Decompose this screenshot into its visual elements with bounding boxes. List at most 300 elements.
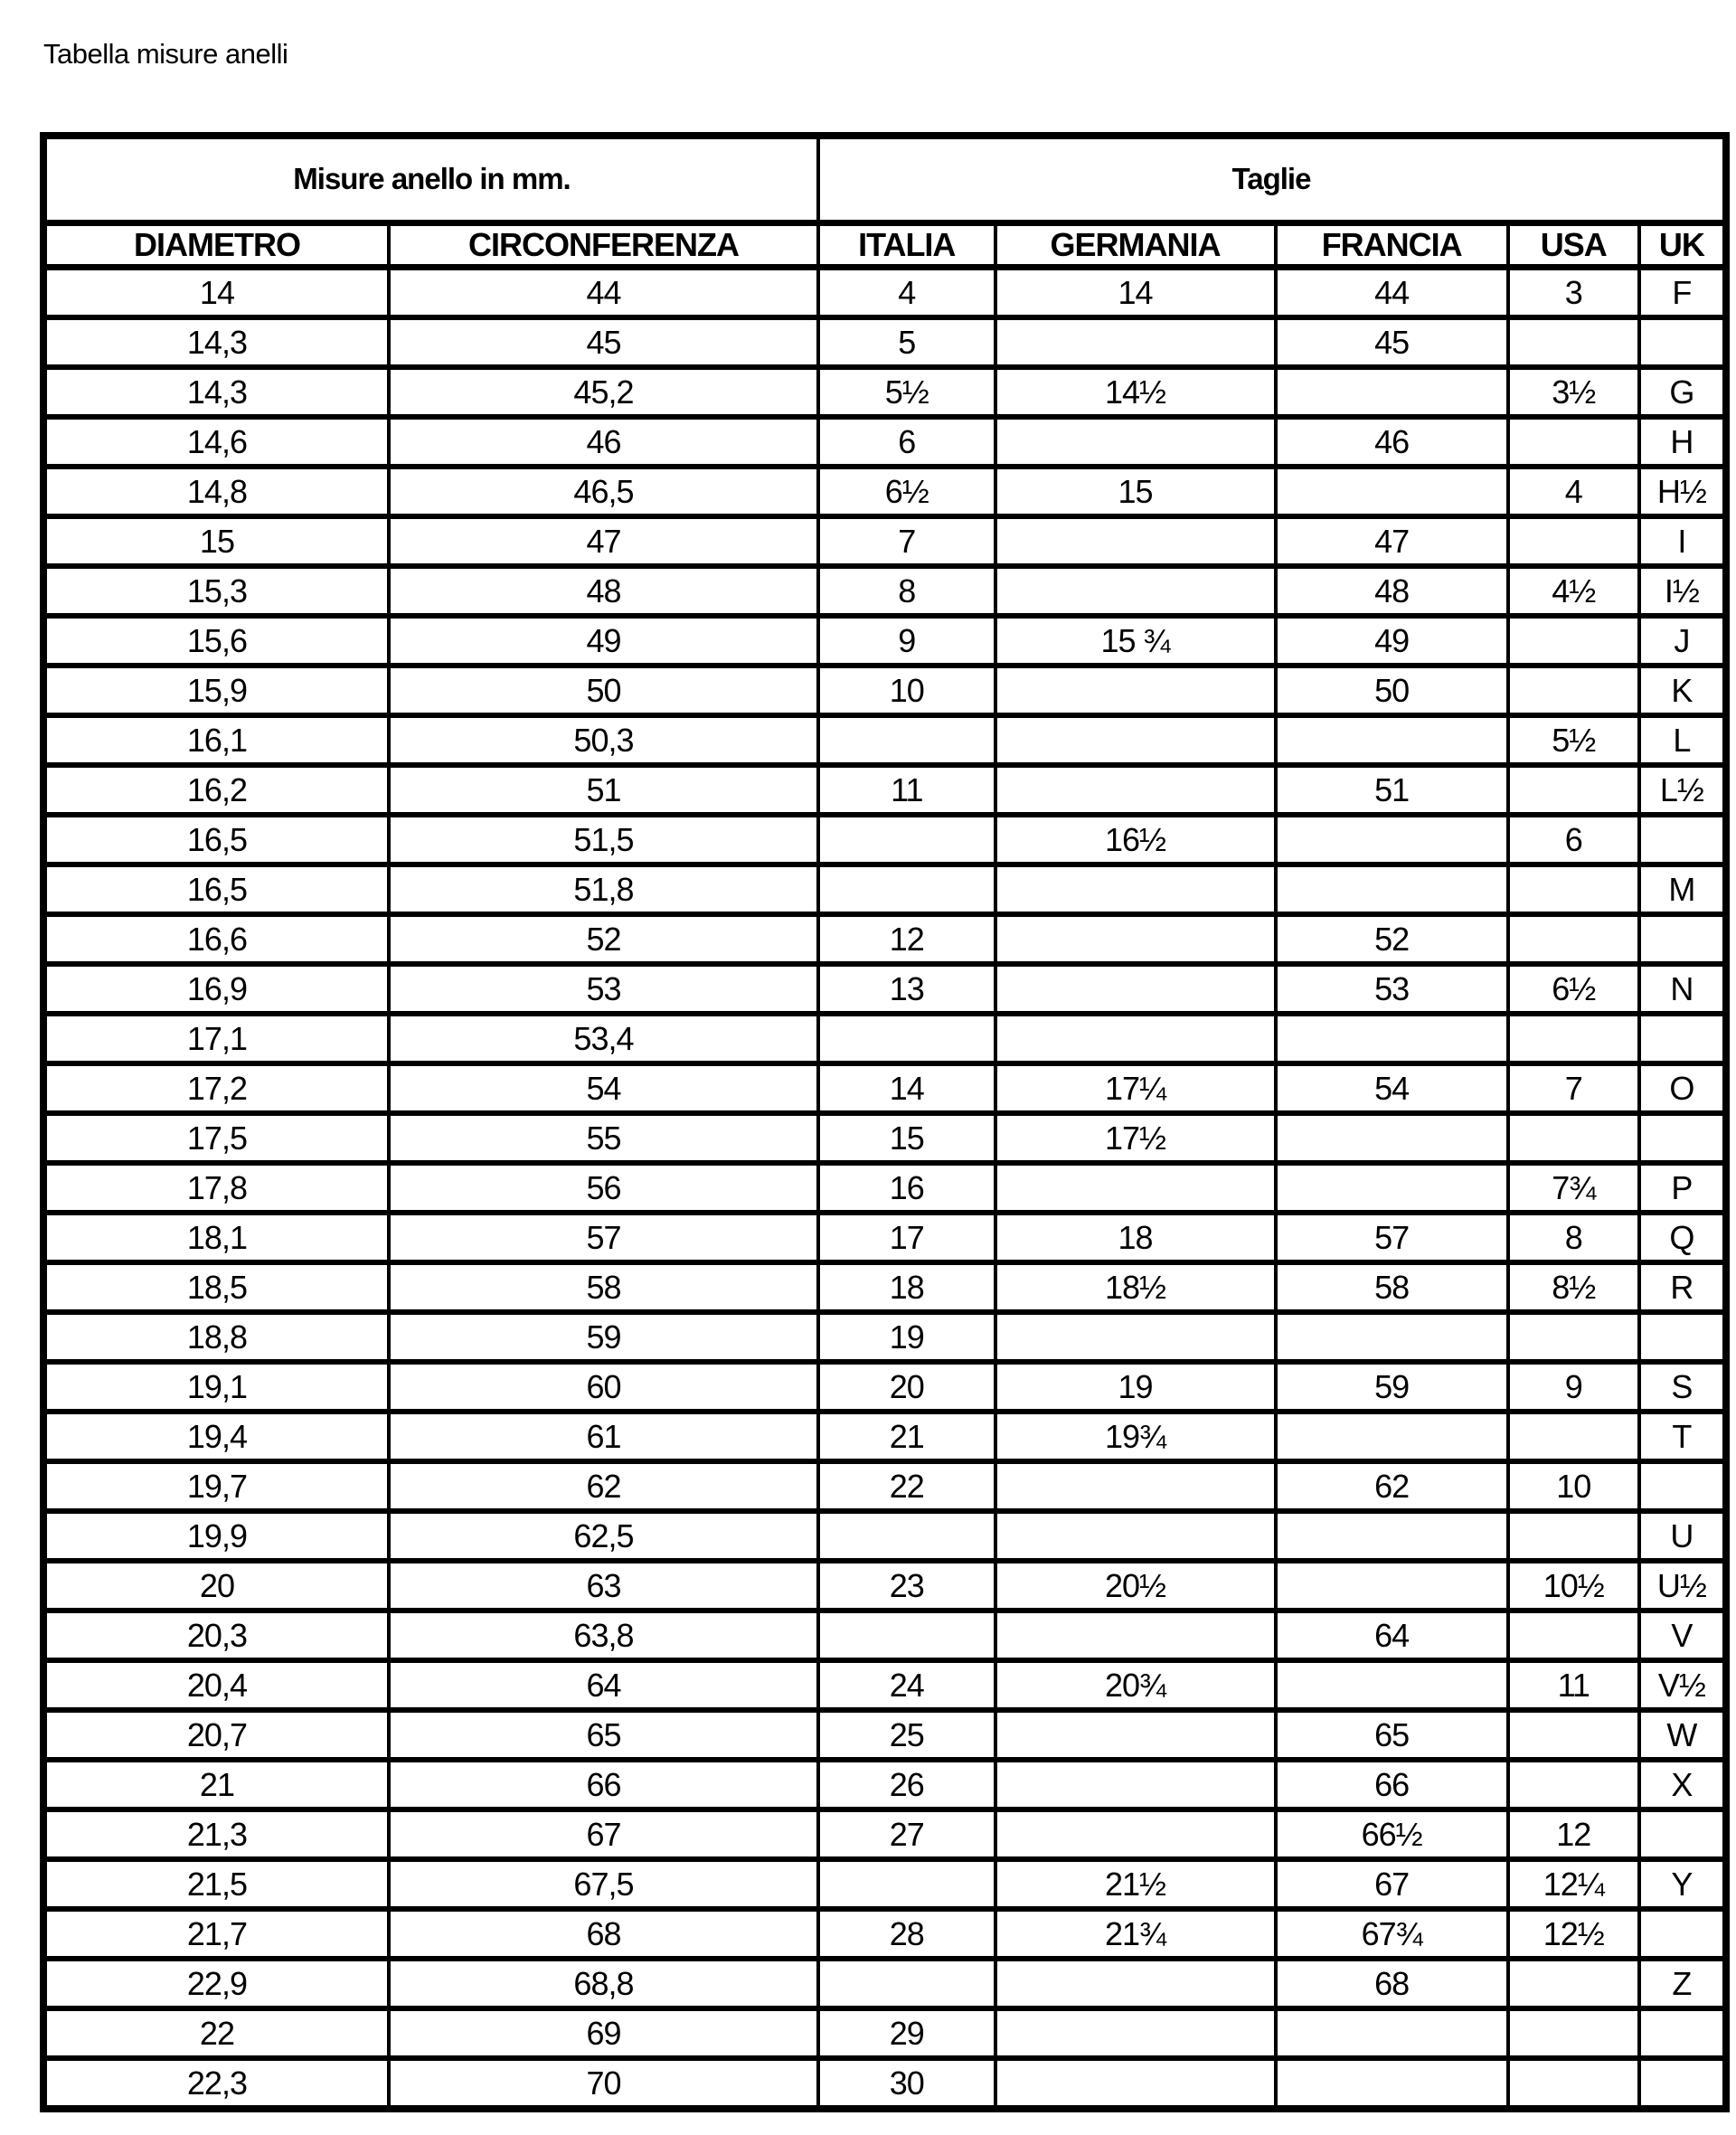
table-cell <box>1276 1412 1508 1461</box>
table-cell: 5½ <box>1508 715 1639 765</box>
table-cell: 61 <box>389 1412 818 1461</box>
table-cell: 6 <box>1508 815 1639 864</box>
table-cell: 67 <box>1276 1859 1508 1909</box>
table-cell <box>1276 2058 1508 2109</box>
table-cell: 53 <box>1276 964 1508 1014</box>
table-cell <box>1508 317 1639 367</box>
table-cell <box>1276 1660 1508 1710</box>
table-cell: 57 <box>1276 1213 1508 1262</box>
ring-size-table <box>40 132 1730 2112</box>
table-cell: 21,3 <box>43 1809 389 1859</box>
table-row <box>43 1511 1726 1561</box>
table-cell <box>1508 1959 1639 2008</box>
table-cell: 68 <box>1276 1959 1508 2008</box>
table-row <box>43 666 1726 715</box>
table-cell: 46,5 <box>389 467 818 516</box>
table-cell: 47 <box>389 516 818 566</box>
table-cell: 58 <box>389 1262 818 1312</box>
table-body <box>43 267 1726 2109</box>
table-cell: 69 <box>389 2008 818 2058</box>
column-header-usa: USA <box>1508 222 1639 267</box>
table-cell <box>1508 2058 1639 2109</box>
table-cell <box>995 1710 1276 1760</box>
table-cell <box>1276 1561 1508 1611</box>
table-row <box>43 1809 1726 1859</box>
table-cell: 50,3 <box>389 715 818 765</box>
table-cell: 19 <box>995 1362 1276 1412</box>
table-cell <box>1276 467 1508 516</box>
table-row <box>43 1362 1726 1412</box>
table-cell: 68,8 <box>389 1959 818 2008</box>
table-cell <box>1508 914 1639 964</box>
table-cell: 7¾ <box>1508 1163 1639 1213</box>
table-cell: 7 <box>1508 1063 1639 1113</box>
table-row <box>43 1710 1726 1760</box>
table-cell: 6½ <box>1508 964 1639 1014</box>
table-cell: 20 <box>43 1561 389 1611</box>
table-cell <box>1276 715 1508 765</box>
table-cell <box>1639 1113 1726 1163</box>
table-cell: 58 <box>1276 1262 1508 1312</box>
table-cell <box>1276 815 1508 864</box>
table-cell: 16,5 <box>43 864 389 914</box>
table-cell: 17¼ <box>995 1063 1276 1113</box>
column-header-italia: ITALIA <box>818 222 995 267</box>
column-header-francia: FRANCIA <box>1276 222 1508 267</box>
table-cell <box>1508 2008 1639 2058</box>
table-cell: 14 <box>818 1063 995 1113</box>
table-cell: 28 <box>818 1909 995 1959</box>
table-cell: 45 <box>1276 317 1508 367</box>
table-cell: 20,7 <box>43 1710 389 1760</box>
table-cell <box>818 1014 995 1063</box>
table-cell <box>995 1014 1276 1063</box>
table-cell: 27 <box>818 1809 995 1859</box>
table-cell: 19,7 <box>43 1461 389 1511</box>
table-cell: 25 <box>818 1710 995 1760</box>
table-cell: 44 <box>389 267 818 317</box>
table-row <box>43 467 1726 516</box>
table-cell: S <box>1639 1362 1726 1412</box>
table-cell: Y <box>1639 1859 1726 1909</box>
table-cell <box>995 715 1276 765</box>
table-cell <box>995 516 1276 566</box>
table-cell <box>995 666 1276 715</box>
table-cell: 20½ <box>995 1561 1276 1611</box>
table-cell <box>995 2008 1276 2058</box>
table-cell: 48 <box>389 566 818 616</box>
table-cell: 11 <box>818 765 995 815</box>
table-cell: 20,3 <box>43 1611 389 1660</box>
table-cell: 5½ <box>818 367 995 417</box>
table-cell: 15 <box>818 1113 995 1163</box>
table-cell <box>995 765 1276 815</box>
table-cell: 12 <box>1508 1809 1639 1859</box>
table-cell: P <box>1639 1163 1726 1213</box>
table-cell: 21,7 <box>43 1909 389 1959</box>
table-cell: V½ <box>1639 1660 1726 1710</box>
table-cell: X <box>1639 1760 1726 1809</box>
table-cell: 18,5 <box>43 1262 389 1312</box>
table-row <box>43 715 1726 765</box>
table-cell <box>1639 317 1726 367</box>
table-cell: 51 <box>1276 765 1508 815</box>
table-cell: 18,1 <box>43 1213 389 1262</box>
table-cell: M <box>1639 864 1726 914</box>
table-cell: 10½ <box>1508 1561 1639 1611</box>
table-cell: 12 <box>818 914 995 964</box>
table-cell: O <box>1639 1063 1726 1113</box>
table-cell: 14,3 <box>43 317 389 367</box>
table-cell: 64 <box>1276 1611 1508 1660</box>
table-cell: 7 <box>818 516 995 566</box>
table-cell <box>995 417 1276 467</box>
table-row <box>43 1312 1726 1362</box>
table-cell: 15 ¾ <box>995 616 1276 666</box>
group-header-misure-anello: Misure anello in mm. <box>43 136 818 222</box>
table-row <box>43 616 1726 666</box>
column-header-row <box>43 222 1726 267</box>
table-cell: 14 <box>995 267 1276 317</box>
table-cell: 51,8 <box>389 864 818 914</box>
table-cell: 4 <box>1508 467 1639 516</box>
table-cell: 65 <box>389 1710 818 1760</box>
table-cell: 24 <box>818 1660 995 1710</box>
table-cell <box>1276 1312 1508 1362</box>
table-cell: 62 <box>389 1461 818 1511</box>
table-row <box>43 914 1726 964</box>
table-cell <box>1639 914 1726 964</box>
table-cell: 10 <box>818 666 995 715</box>
table-cell: N <box>1639 964 1726 1014</box>
table-cell: 16,1 <box>43 715 389 765</box>
table-cell: 30 <box>818 2058 995 2109</box>
table-row <box>43 1063 1726 1113</box>
table-cell: G <box>1639 367 1726 417</box>
table-cell <box>818 1859 995 1909</box>
group-header-row <box>43 136 1726 222</box>
table-cell <box>818 1611 995 1660</box>
table-cell: 18 <box>995 1213 1276 1262</box>
table-cell <box>995 1760 1276 1809</box>
table-cell: 50 <box>1276 666 1508 715</box>
table-row <box>43 2008 1726 2058</box>
table-cell: V <box>1639 1611 1726 1660</box>
table-cell: 54 <box>1276 1063 1508 1113</box>
table-cell: 70 <box>389 2058 818 2109</box>
table-cell <box>995 1511 1276 1561</box>
table-cell: L <box>1639 715 1726 765</box>
table-cell: 14,6 <box>43 417 389 467</box>
table-cell: 15 <box>43 516 389 566</box>
table-cell: 14½ <box>995 367 1276 417</box>
table-cell: 8 <box>818 566 995 616</box>
table-cell: 21½ <box>995 1859 1276 1909</box>
table-cell: 18,8 <box>43 1312 389 1362</box>
table-cell: 47 <box>1276 516 1508 566</box>
table-cell: 23 <box>818 1561 995 1611</box>
table-cell: 66 <box>389 1760 818 1809</box>
table-cell: 45,2 <box>389 367 818 417</box>
table-cell: 64 <box>389 1660 818 1710</box>
table-cell: I½ <box>1639 566 1726 616</box>
page-title: Tabella misure anelli <box>43 38 288 70</box>
table-cell: 66½ <box>1276 1809 1508 1859</box>
table-cell: 16,5 <box>43 815 389 864</box>
table-row <box>43 765 1726 815</box>
table-row <box>43 267 1726 317</box>
table-cell <box>818 1959 995 2008</box>
table-cell: 65 <box>1276 1710 1508 1760</box>
table-cell: 62,5 <box>389 1511 818 1561</box>
table-cell: H½ <box>1639 467 1726 516</box>
table-cell: 46 <box>389 417 818 467</box>
table-cell: 54 <box>389 1063 818 1113</box>
table-cell <box>818 815 995 864</box>
table-cell: 11 <box>1508 1660 1639 1710</box>
table-cell: Q <box>1639 1213 1726 1262</box>
table-cell <box>995 864 1276 914</box>
table-cell <box>1508 1760 1639 1809</box>
table-cell: 51,5 <box>389 815 818 864</box>
table-cell <box>1508 1312 1639 1362</box>
table-cell: 53 <box>389 964 818 1014</box>
column-header-uk: UK <box>1639 222 1726 267</box>
table-row <box>43 1909 1726 1959</box>
table-cell <box>995 1959 1276 2008</box>
table-cell: K <box>1639 666 1726 715</box>
table-cell <box>1508 765 1639 815</box>
table-cell: 67¾ <box>1276 1909 1508 1959</box>
table-cell: 16,9 <box>43 964 389 1014</box>
table-cell: 21¾ <box>995 1909 1276 1959</box>
table-cell: 63 <box>389 1561 818 1611</box>
table-cell <box>995 914 1276 964</box>
table-cell: 59 <box>1276 1362 1508 1412</box>
table-cell: 17,8 <box>43 1163 389 1213</box>
table-cell: L½ <box>1639 765 1726 815</box>
table-row <box>43 1262 1726 1312</box>
table-cell <box>1639 1809 1726 1859</box>
table-cell: 20 <box>818 1362 995 1412</box>
table-cell: 14,3 <box>43 367 389 417</box>
table-cell: 16,2 <box>43 765 389 815</box>
table-cell: 12¼ <box>1508 1859 1639 1909</box>
table-cell <box>1508 1611 1639 1660</box>
column-header-circonferenza: CIRCONFERENZA <box>389 222 818 267</box>
table-cell: 51 <box>389 765 818 815</box>
table-row <box>43 1660 1726 1710</box>
table-cell: 22,9 <box>43 1959 389 2008</box>
table-cell: 15,6 <box>43 616 389 666</box>
table-row <box>43 1412 1726 1461</box>
table-cell: H <box>1639 417 1726 467</box>
table-cell: 66 <box>1276 1760 1508 1809</box>
column-header-germania: GERMANIA <box>995 222 1276 267</box>
table-cell: 55 <box>389 1113 818 1163</box>
table-row <box>43 516 1726 566</box>
table-cell: 45 <box>389 317 818 367</box>
table-cell: 19,9 <box>43 1511 389 1561</box>
table-row <box>43 1461 1726 1511</box>
table-cell <box>995 2058 1276 2109</box>
table-cell: U <box>1639 1511 1726 1561</box>
table-cell: 62 <box>1276 1461 1508 1511</box>
table-cell: 9 <box>818 616 995 666</box>
table-row <box>43 2058 1726 2109</box>
table-cell: 21,5 <box>43 1859 389 1909</box>
table-cell: 53,4 <box>389 1014 818 1063</box>
table-cell: T <box>1639 1412 1726 1461</box>
table-row <box>43 367 1726 417</box>
table-cell: Z <box>1639 1959 1726 2008</box>
table-cell: 20¾ <box>995 1660 1276 1710</box>
table-cell: 21 <box>818 1412 995 1461</box>
table-cell: 57 <box>389 1213 818 1262</box>
table-cell: 22,3 <box>43 2058 389 2109</box>
table-cell: 20,4 <box>43 1660 389 1710</box>
table-row <box>43 417 1726 467</box>
group-header-taglie: Taglie <box>818 136 1726 222</box>
table-cell: 26 <box>818 1760 995 1809</box>
table-cell: 44 <box>1276 267 1508 317</box>
table-cell <box>995 1611 1276 1660</box>
table-cell <box>1639 1312 1726 1362</box>
table-cell: 15,9 <box>43 666 389 715</box>
table-cell: 68 <box>389 1909 818 1959</box>
table-cell: 4½ <box>1508 566 1639 616</box>
table-cell: 8 <box>1508 1213 1639 1262</box>
table-cell <box>818 1511 995 1561</box>
table-cell <box>1639 2008 1726 2058</box>
table-cell: 10 <box>1508 1461 1639 1511</box>
table-cell: U½ <box>1639 1561 1726 1611</box>
table-cell: W <box>1639 1710 1726 1760</box>
table-cell <box>1276 367 1508 417</box>
table-cell: 67,5 <box>389 1859 818 1909</box>
table-row <box>43 864 1726 914</box>
table-cell: 18½ <box>995 1262 1276 1312</box>
table-cell: 21 <box>43 1760 389 1809</box>
table-cell: 49 <box>389 616 818 666</box>
table-cell: 3 <box>1508 267 1639 317</box>
table-cell: 6 <box>818 417 995 467</box>
table-cell <box>995 317 1276 367</box>
table-row <box>43 1163 1726 1213</box>
column-header-diametro: DIAMETRO <box>43 222 389 267</box>
table-cell: 3½ <box>1508 367 1639 417</box>
table-cell <box>1508 864 1639 914</box>
table-cell <box>1508 1113 1639 1163</box>
table-cell <box>1276 1014 1508 1063</box>
table-cell: 19,1 <box>43 1362 389 1412</box>
table-cell: 4 <box>818 267 995 317</box>
table-cell: 6½ <box>818 467 995 516</box>
table-cell: 17 <box>818 1213 995 1262</box>
table-cell: 19,4 <box>43 1412 389 1461</box>
table-row <box>43 1561 1726 1611</box>
table-cell: R <box>1639 1262 1726 1312</box>
table-cell <box>818 864 995 914</box>
table-cell: 9 <box>1508 1362 1639 1412</box>
table-cell: 17,2 <box>43 1063 389 1113</box>
table-cell <box>1508 1511 1639 1561</box>
table-row <box>43 1113 1726 1163</box>
table-row <box>43 964 1726 1014</box>
table-cell: 19 <box>818 1312 995 1362</box>
table-row <box>43 317 1726 367</box>
table-cell: 50 <box>389 666 818 715</box>
table-cell: 5 <box>818 317 995 367</box>
table-row <box>43 1014 1726 1063</box>
table-row <box>43 1959 1726 2008</box>
table-cell <box>995 1809 1276 1859</box>
table-cell: 48 <box>1276 566 1508 616</box>
table-row <box>43 1760 1726 1809</box>
table-cell <box>1276 864 1508 914</box>
table-cell: 63,8 <box>389 1611 818 1660</box>
table-cell <box>1639 1461 1726 1511</box>
table-row <box>43 1213 1726 1262</box>
table-cell <box>995 1312 1276 1362</box>
table-cell <box>1508 516 1639 566</box>
table-cell: J <box>1639 616 1726 666</box>
table-cell <box>1276 1511 1508 1561</box>
table-cell <box>1639 1014 1726 1063</box>
table-cell: 52 <box>389 914 818 964</box>
table-row <box>43 815 1726 864</box>
table-cell <box>995 964 1276 1014</box>
table-cell: 15,3 <box>43 566 389 616</box>
table-cell: 52 <box>1276 914 1508 964</box>
table-cell: 59 <box>389 1312 818 1362</box>
table-row <box>43 1611 1726 1660</box>
table-cell: 16½ <box>995 815 1276 864</box>
table-cell: F <box>1639 267 1726 317</box>
table-cell <box>1276 1163 1508 1213</box>
table-cell: 17,5 <box>43 1113 389 1163</box>
table-cell: 8½ <box>1508 1262 1639 1312</box>
table-cell: 46 <box>1276 417 1508 467</box>
table-cell: 12½ <box>1508 1909 1639 1959</box>
table-cell <box>1276 2008 1508 2058</box>
table-cell: 15 <box>995 467 1276 516</box>
table-cell: 16 <box>818 1163 995 1213</box>
table-row <box>43 1859 1726 1909</box>
table-cell: 49 <box>1276 616 1508 666</box>
table-cell: 22 <box>43 2008 389 2058</box>
table-cell <box>1508 616 1639 666</box>
table-cell <box>1508 417 1639 467</box>
table-cell <box>1508 1412 1639 1461</box>
table-cell <box>995 566 1276 616</box>
table-cell <box>1508 1710 1639 1760</box>
table-cell: 14 <box>43 267 389 317</box>
table-cell: 17½ <box>995 1113 1276 1163</box>
table-cell <box>1508 1014 1639 1063</box>
table-cell: 17,1 <box>43 1014 389 1063</box>
table-cell <box>1639 2058 1726 2109</box>
table-cell <box>995 1163 1276 1213</box>
table-cell: 22 <box>818 1461 995 1511</box>
table-cell: 13 <box>818 964 995 1014</box>
table-cell: 60 <box>389 1362 818 1412</box>
table-cell <box>1508 666 1639 715</box>
table-cell: I <box>1639 516 1726 566</box>
table-cell <box>995 1461 1276 1511</box>
table-row <box>43 566 1726 616</box>
table-cell <box>1276 1113 1508 1163</box>
